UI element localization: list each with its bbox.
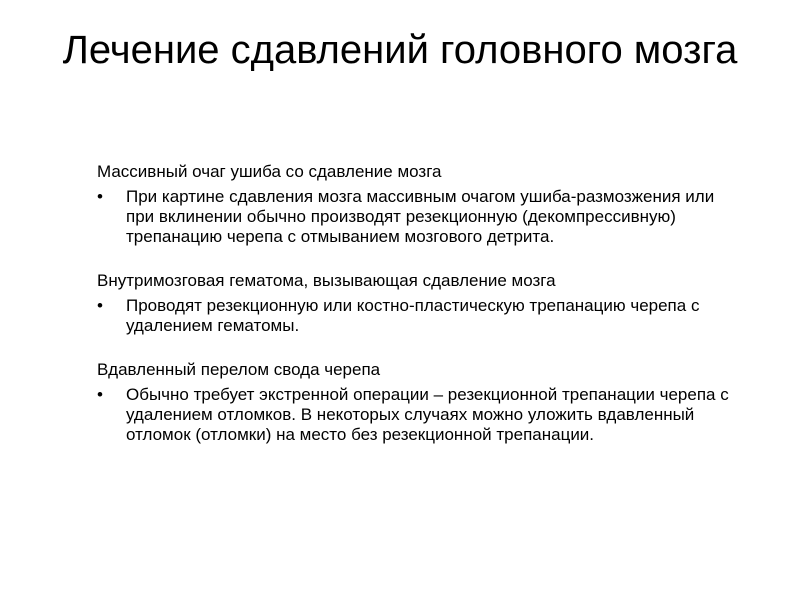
bullet-text: При картине сдавления мозга массивным очагом ушиба-размозжения или при вклинении обычно производят резекционную (декомпрессивную) трепанацию черепа с отмыванием мозгового детрита. xyxy=(126,187,715,246)
slide-title: Лечение сдавлений головного мозга xyxy=(62,28,738,72)
bullet-dot-icon: • xyxy=(97,187,103,206)
section-heading: Вдавленный перелом свода черепа xyxy=(97,360,381,379)
bullet-text: Проводят резекционную или костно-пластическую трепанацию черепа с удалением гематомы. xyxy=(126,296,700,335)
section-intracerebral-hematoma xyxy=(97,271,737,336)
bullet-item xyxy=(97,187,737,247)
section-contusion xyxy=(97,162,737,247)
bullet-list xyxy=(97,187,737,247)
bullet-dot-icon: • xyxy=(97,296,103,315)
bullet-dot-icon: • xyxy=(97,385,103,404)
bullet-item xyxy=(97,385,737,445)
section-heading: Массивный очаг ушиба со сдавление мозга xyxy=(97,162,442,181)
slide-body xyxy=(97,162,737,469)
section-heading: Внутримозговая гематома, вызывающая сдавление мозга xyxy=(97,271,556,290)
bullet-list xyxy=(97,385,737,445)
section-depressed-fracture xyxy=(97,360,737,445)
bullet-item xyxy=(97,296,737,336)
bullet-list xyxy=(97,296,737,336)
bullet-text: Обычно требует экстренной операции – резекционной трепанации черепа с удалением отломков. В некоторых случаях можно уложить вдавленный отломок (отломки) на место без резекционной трепанации. xyxy=(126,385,729,444)
